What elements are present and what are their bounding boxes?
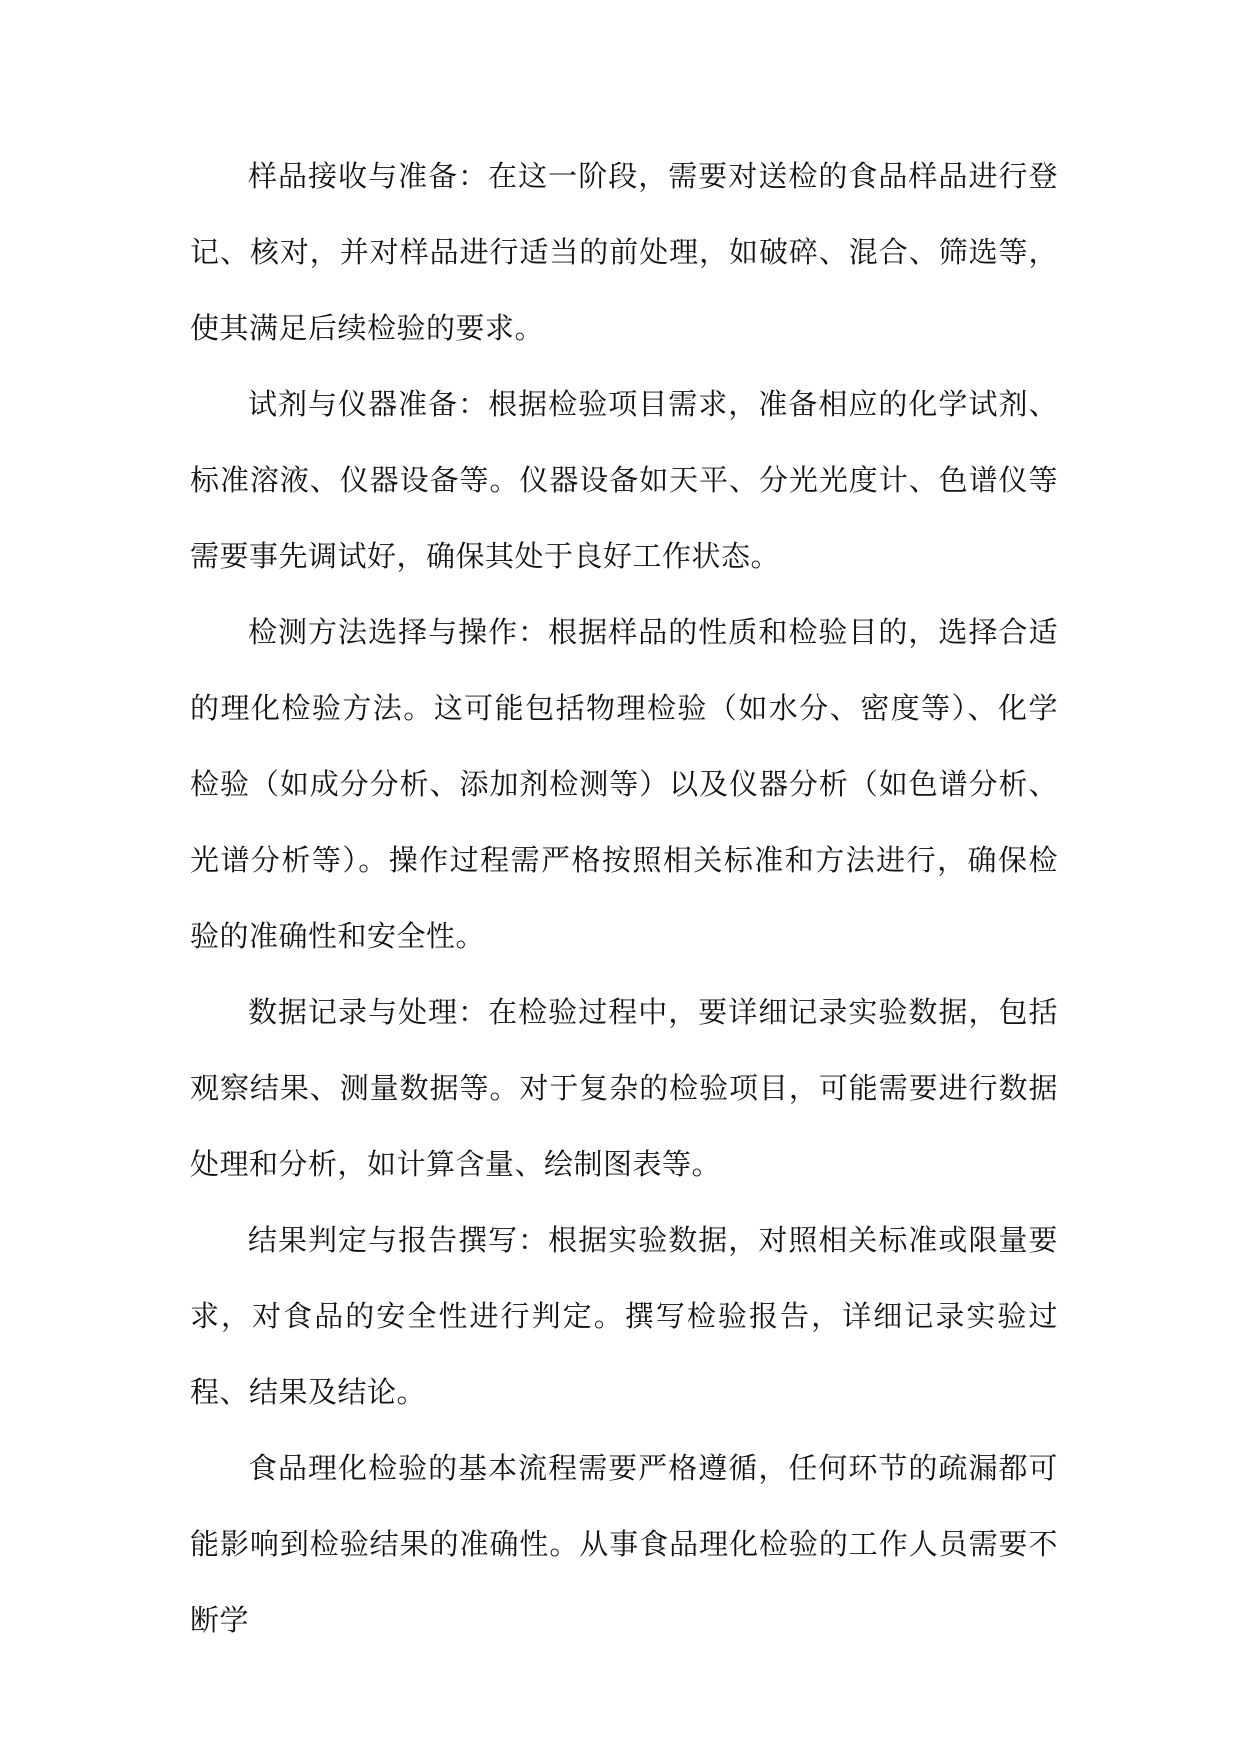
document-body bbox=[190, 138, 1058, 1658]
paragraph-data-recording: 数据记录与处理：在检验过程中，要详细记录实验数据，包括观察结果、测量数据等。对于复杂的检验项目，可能需要进行数据处理和分析，如计算含量、绘制图表等。 bbox=[190, 995, 1058, 1181]
paragraph-sample-receipt: 样品接收与准备：在这一阶段，需要对送检的食品样品进行登记、核对，并对样品进行适当的前处理，如破碎、混合、筛选等，使其满足后续检验的要求。 bbox=[190, 159, 1058, 345]
paragraph-reagent-preparation: 试剂与仪器准备：根据检验项目需求，准备相应的化学试剂、标准溶液、仪器设备等。仪器设备如天平、分光光度计、色谱仪等需要事先调试好，确保其处于良好工作状态。 bbox=[190, 387, 1058, 573]
paragraph-conclusion: 食品理化检验的基本流程需要严格遵循，任何环节的疏漏都可能影响到检验结果的准确性。从事食品理化检验的工作人员需要不断学 bbox=[190, 1451, 1058, 1637]
paragraph-test-method: 检测方法选择与操作：根据样品的性质和检验目的，选择合适的理化检验方法。这可能包括物理检验（如水分、密度等）、化学检验（如成分分析、添加剂检测等）以及仪器分析（如色谱分析、光谱分析等）。操作过程需严格按照相关标准和方法进行，确保检验的准确性和安全性。 bbox=[190, 615, 1058, 953]
paragraph-result-report: 结果判定与报告撰写：根据实验数据，对照相关标准或限量要求，对食品的安全性进行判定。撰写检验报告，详细记录实验过程、结果及结论。 bbox=[190, 1223, 1058, 1409]
